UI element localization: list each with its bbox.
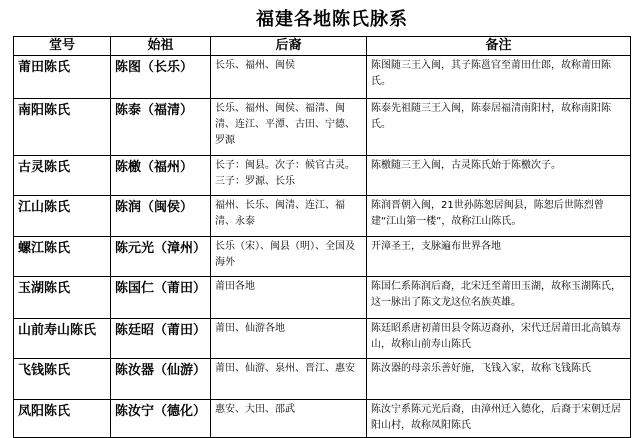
table-row bbox=[14, 56, 631, 99]
descendants-cell: 福州、长乐、闽清、连江、福清、永泰 bbox=[211, 196, 367, 237]
note-cell: 陈润晋朝入闽，21世孙陈恕居闽县，陈恕后世陈烈曾建“江山第一楼”，故称江山陈氏。 bbox=[367, 196, 631, 237]
descendants-cell: 长乐（宋）、闽县（明）、全国及海外 bbox=[211, 237, 367, 277]
hall-cell: 飞钱陈氏 bbox=[14, 359, 111, 400]
ancestor-cell: 陈汝器（仙游） bbox=[111, 359, 211, 400]
note-cell: 陈汝器的母亲乐善好施，飞钱入家，故称飞钱陈氏 bbox=[367, 359, 631, 400]
descendants-cell: 莆田、仙游各地 bbox=[211, 319, 367, 359]
header-hall: 堂号 bbox=[14, 37, 111, 56]
header-ancestor: 始祖 bbox=[111, 37, 211, 56]
ancestor-cell: 陈檄（福州） bbox=[111, 156, 211, 196]
descendants-cell: 长子：闽县。次子：候官古灵。三子：罗源、长乐 bbox=[211, 156, 367, 196]
descendants-cell: 惠安、大田、邵武 bbox=[211, 400, 367, 438]
descendants-cell: 长乐、福州、闽侯 bbox=[211, 56, 367, 99]
header-descendants: 后裔 bbox=[211, 37, 367, 56]
hall-cell: 凤阳陈氏 bbox=[14, 400, 111, 438]
hall-cell: 山前寿山陈氏 bbox=[14, 319, 111, 359]
note-cell: 开漳圣王，支脉遍布世界各地 bbox=[367, 237, 631, 277]
document-title: 福建各地陈氏脉系 bbox=[256, 9, 408, 30]
table-row bbox=[14, 156, 631, 196]
ancestor-cell: 陈图（长乐） bbox=[111, 56, 211, 99]
ancestor-cell: 陈汝宁（德化） bbox=[111, 400, 211, 438]
note-cell: 陈汝宁系陈元光后裔，由漳州迁入德化，后裔于宋朝迁居阳山村，故称凤阳陈氏 bbox=[367, 400, 631, 438]
note-cell: 陈檄随三王入闽，古灵陈氏始于陈檄次子。 bbox=[367, 156, 631, 196]
table-row bbox=[14, 400, 631, 438]
hall-cell: 莆田陈氏 bbox=[14, 56, 111, 99]
note-cell: 陈泰先祖随三王入闽，陈泰居福清南阳村，故称南阳陈氏。 bbox=[367, 99, 631, 156]
table-row bbox=[14, 359, 631, 400]
hall-cell: 南阳陈氏 bbox=[14, 99, 111, 156]
note-cell: 陈国仁系陈润后裔，北宋迁至莆田玉湖，故称玉湖陈氏，这一脉出了陈文龙这位名族英雄。 bbox=[367, 277, 631, 319]
table-row bbox=[14, 99, 631, 156]
descendants-cell: 长乐、福州、闽侯、福清、闽清、连江、平潭、古田、宁德、罗源 bbox=[211, 99, 367, 156]
note-cell: 陈图随三王入闽，其子陈邕官至莆田仕郎，故称莆田陈氏。 bbox=[367, 56, 631, 99]
hall-cell: 江山陈氏 bbox=[14, 196, 111, 237]
table-row bbox=[14, 237, 631, 277]
lineage-table bbox=[13, 36, 631, 438]
hall-cell: 螺江陈氏 bbox=[14, 237, 111, 277]
table-row bbox=[14, 277, 631, 319]
descendants-cell: 莆田、仙游、泉州、晋江、惠安 bbox=[211, 359, 367, 400]
ancestor-cell: 陈国仁（莆田） bbox=[111, 277, 211, 319]
table-header-row bbox=[14, 37, 631, 56]
ancestor-cell: 陈廷昭（莆田） bbox=[111, 319, 211, 359]
ancestor-cell: 陈元光（漳州） bbox=[111, 237, 211, 277]
ancestor-cell: 陈泰（福清） bbox=[111, 99, 211, 156]
hall-cell: 玉湖陈氏 bbox=[14, 277, 111, 319]
table-row bbox=[14, 196, 631, 237]
table-row bbox=[14, 319, 631, 359]
header-note: 备注 bbox=[367, 37, 631, 56]
hall-cell: 古灵陈氏 bbox=[14, 156, 111, 196]
ancestor-cell: 陈润（闽侯） bbox=[111, 196, 211, 237]
descendants-cell: 莆田各地 bbox=[211, 277, 367, 319]
note-cell: 陈廷昭系唐初莆田县令陈迈裔孙，宋代迁居莆田北高镇寿山，故称山前寿山陈氏 bbox=[367, 319, 631, 359]
